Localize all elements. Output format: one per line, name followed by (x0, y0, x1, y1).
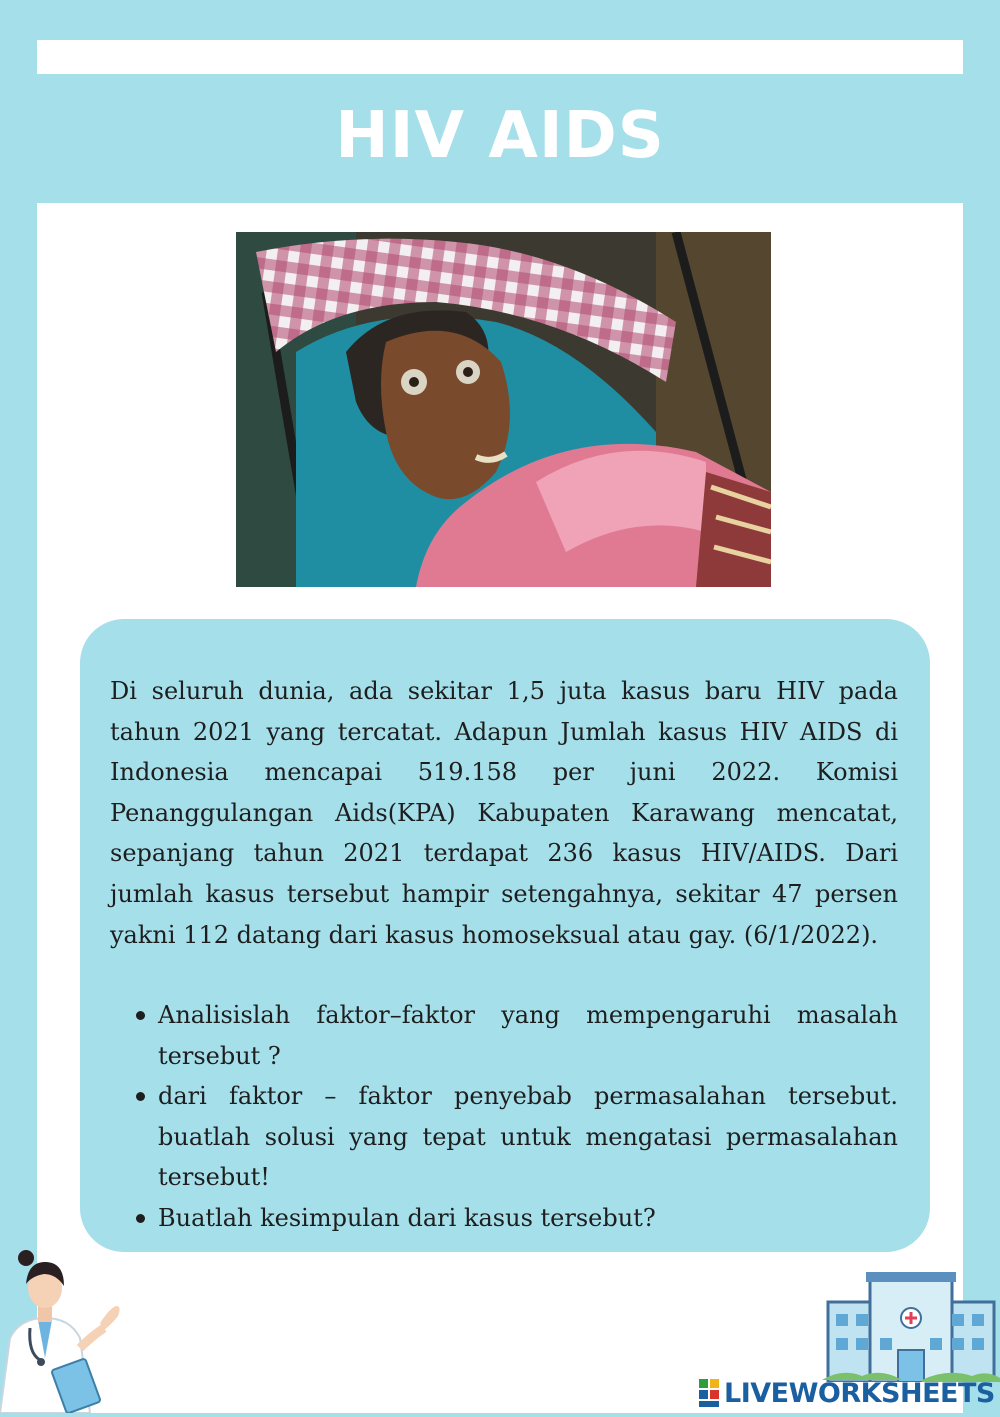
case-textbox (80, 619, 930, 1252)
question-text: Buatlah kesimpulan dari kasus tersebut? (158, 1203, 656, 1232)
bullet-icon (136, 1092, 145, 1101)
bullet-icon (136, 1011, 145, 1020)
question-item-1 (110, 995, 898, 1076)
liveworksheets-brand[interactable] (698, 1374, 995, 1412)
top-banner-bar (37, 40, 963, 74)
patient-photo (236, 232, 771, 587)
question-item-3 (110, 1198, 898, 1239)
case-paragraph: Di seluruh dunia, ada sekitar 1,5 juta kasus baru HIV pada tahun 2021 yang tercatat. Adapun Jumlah kasus HIV AIDS di Indonesia mencapai 519.158 per juni 2022. Komisi Penanggulangan Aids(KPA) Kabupaten Karawang mencatat, sepanjang tahun 2021 terdapat 236 kasus HIV/AIDS. Dari jumlah kasus tersebut hampir setengahnya, sekitar 47 persen yakni 112 datang dari kasus homoseksual atau gay. (6/1/2022). (110, 677, 898, 949)
liveworksheets-logo-icon (698, 1378, 720, 1408)
question-item-2 (110, 1076, 898, 1198)
doctor-illustration-icon (0, 1248, 130, 1413)
question-list (110, 995, 898, 1239)
question-text: dari faktor – faktor penyebab permasalahan tersebut. buatlah solusi yang tepat untuk mengatasi permasalahan tersebut! (158, 1082, 898, 1192)
hospital-illustration-icon (822, 1272, 1000, 1382)
page-title: HIV AIDS (335, 99, 665, 173)
brand-name: LIVEWORKSHEETS (724, 1377, 995, 1409)
bullet-icon (136, 1214, 145, 1223)
question-text: Analisislah faktor–faktor yang mempengaruhi masalah tersebut ? (158, 1001, 898, 1070)
